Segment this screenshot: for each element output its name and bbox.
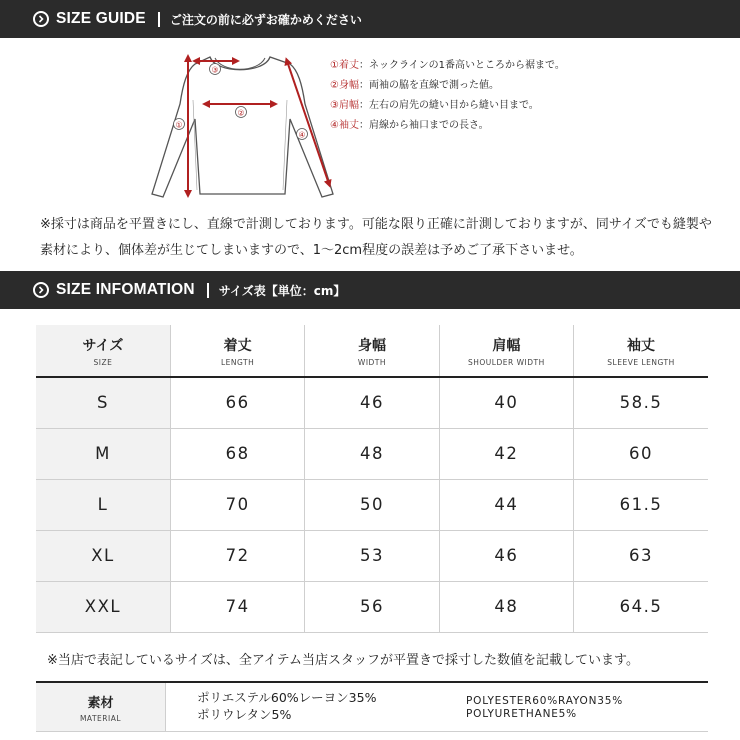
shoulder-cell: 46 xyxy=(439,530,573,581)
marker-4: ④ xyxy=(298,130,306,140)
legend-item: ①着丈：ネックラインの1番高いところから裾まで。 xyxy=(330,60,565,71)
shoulder-cell: 48 xyxy=(439,581,573,632)
size-table xyxy=(36,325,708,633)
length-cell: 68 xyxy=(170,428,304,479)
length-cell: 72 xyxy=(170,530,304,581)
table-row xyxy=(36,479,708,530)
marker-3: ③ xyxy=(211,65,219,75)
table-header-row xyxy=(36,325,708,377)
shoulder-cell: 40 xyxy=(439,377,573,428)
size-guide-subtitle: ご注文の前に必ずお確かめください xyxy=(169,12,362,27)
table-row xyxy=(36,530,708,581)
size-info-header xyxy=(0,271,740,309)
size-info-title: SIZE INFOMATION xyxy=(56,281,195,298)
staff-measurement-note: ※当店で表記しているサイズは、全アイテム当店スタッフが平置きで採寸した数値を記載しています。 xyxy=(47,653,639,668)
column-header-width: 身幅 WIDTH xyxy=(305,325,439,377)
shoulder-cell: 44 xyxy=(439,479,573,530)
material-label: 素材 MATERIAL xyxy=(36,683,166,731)
material-en-value: POLYESTER60%RAYON35% POLYURETHANE5% xyxy=(466,695,623,720)
header-divider xyxy=(158,12,160,27)
size-cell: M xyxy=(36,428,170,479)
shoulder-cell: 42 xyxy=(439,428,573,479)
legend-item: ②身幅：両袖の脇を直線で測った値。 xyxy=(330,80,499,91)
measurement-note: ※採寸は商品を平置きにし、直線で計測しております。可能な限り正確に計測しておりますが、同サイズでも縫製や素材により、個体差が生じてしまいますので、1〜2cm程度の誤差は予めご了承下さいませ。 xyxy=(40,217,712,258)
column-header-shoulder: 肩幅 SHOULDER WIDTH xyxy=(439,325,573,377)
column-header-sleeve: 袖丈 SLEEVE LENGTH xyxy=(574,325,708,377)
size-cell: XXL xyxy=(36,581,170,632)
width-cell: 56 xyxy=(305,581,439,632)
header-divider xyxy=(207,283,209,298)
garment-diagram xyxy=(140,44,340,204)
width-cell: 48 xyxy=(305,428,439,479)
sleeve-cell: 58.5 xyxy=(574,377,708,428)
length-cell: 74 xyxy=(170,581,304,632)
width-cell: 46 xyxy=(305,377,439,428)
marker-2: ② xyxy=(237,108,245,118)
column-header-length: 着丈 LENGTH xyxy=(170,325,304,377)
sleeve-arrow xyxy=(287,61,329,184)
size-cell: S xyxy=(36,377,170,428)
table-row xyxy=(36,428,708,479)
table-row xyxy=(36,581,708,632)
size-cell: L xyxy=(36,479,170,530)
sleeve-cell: 61.5 xyxy=(574,479,708,530)
sleeve-cell: 60 xyxy=(574,428,708,479)
size-guide-header xyxy=(0,0,740,38)
legend-item: ④袖丈：肩線から袖口までの長さ。 xyxy=(330,120,489,131)
marker-1: ① xyxy=(175,120,183,130)
size-cell: XL xyxy=(36,530,170,581)
measurement-legend xyxy=(330,56,565,136)
material-jp-value: ポリエステル60%レーヨン35% ポリウレタン5% xyxy=(197,690,377,722)
chevron-right-icon xyxy=(33,11,49,27)
sleeve-cell: 64.5 xyxy=(574,581,708,632)
legend-item: ③肩幅：左右の肩先の縫い目から縫い目まで。 xyxy=(330,100,539,111)
sleeve-cell: 63 xyxy=(574,530,708,581)
material-section xyxy=(36,681,708,732)
size-guide-title: SIZE GUIDE xyxy=(56,10,146,27)
column-header-size: サイズ SIZE xyxy=(36,325,170,377)
width-cell: 50 xyxy=(305,479,439,530)
chevron-right-icon xyxy=(33,282,49,298)
table-row xyxy=(36,377,708,428)
size-info-subtitle: サイズ表【単位：cm】 xyxy=(218,283,346,298)
length-cell: 66 xyxy=(170,377,304,428)
width-cell: 53 xyxy=(305,530,439,581)
length-cell: 70 xyxy=(170,479,304,530)
